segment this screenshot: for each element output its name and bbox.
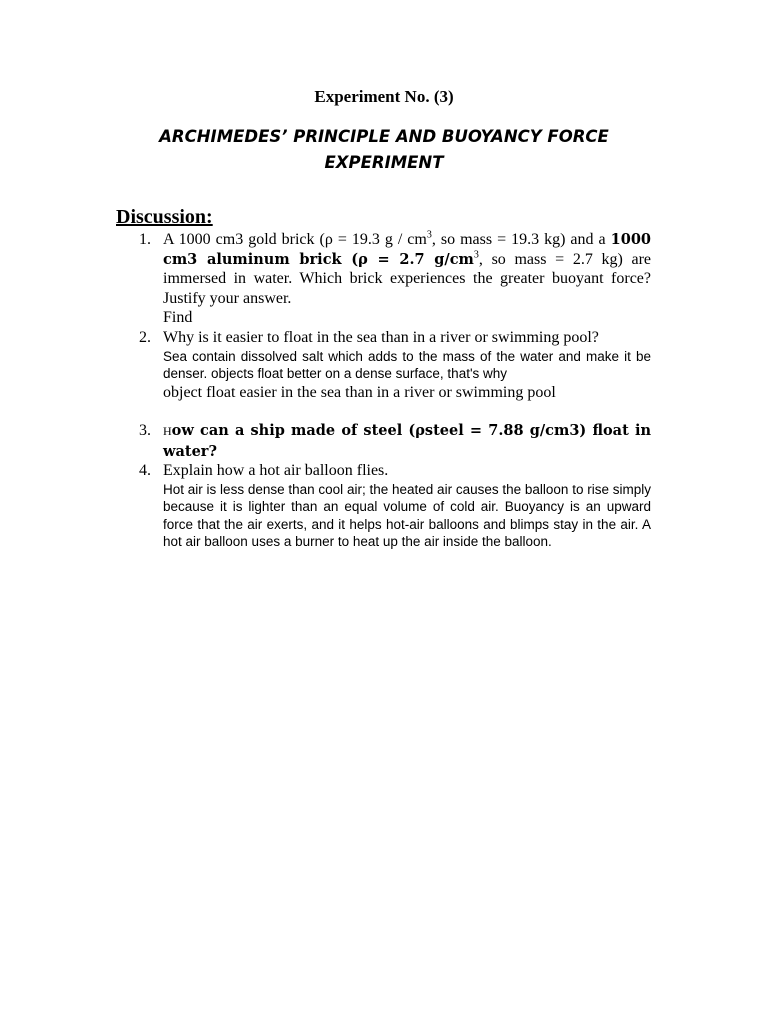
q1-sup-a: 3 — [426, 229, 432, 241]
question-2-number: 2. — [139, 329, 151, 346]
question-1-text — [163, 230, 651, 308]
q1-part-a: A 1000 cm3 gold brick (ρ = 19.3 g / cm — [163, 231, 427, 248]
question-1-answer: Find — [163, 309, 193, 326]
title-line-1: ARCHIMEDES’ PRINCIPLE AND BUOYANCY FORCE — [159, 127, 609, 146]
question-3-number: 3. — [139, 422, 151, 439]
question-3-text — [163, 421, 651, 461]
document-title — [0, 124, 768, 176]
question-2-answer-end: object float easier in the sea than in a river or swimming pool — [163, 383, 556, 401]
experiment-number: Experiment No. (3) — [314, 87, 454, 106]
q1-part-b: , so mass = 19.3 kg) and a — [431, 231, 606, 248]
question-3 — [139, 421, 651, 461]
question-4-number: 4. — [139, 462, 151, 479]
question-4-text: Explain how a hot air balloon flies. — [163, 462, 389, 479]
question-1-number: 1. — [139, 231, 151, 248]
discussion-heading: Discussion: — [116, 206, 213, 228]
q3-body: ow can a ship made of steel (ρsteel = 7.88 g/cm3) float in water? — [163, 422, 651, 460]
question-2-text: Why is it easier to float in the sea than in a river or swimming pool? — [163, 329, 599, 346]
q1-part-c: 1000 cm3 aluminum brick (ρ = 2.7 g/cm — [163, 231, 651, 268]
q1-part-d: , so mass = 2.7 kg) are immersed in water. Which brick experiences the greater buoyant force? Justify your answer. — [163, 250, 651, 307]
q3-initial: H — [163, 424, 172, 438]
question-2-answer: Sea contain dissolved salt which adds to the mass of the water and make it be denser. objects float better on a dense surface, that's why — [163, 348, 651, 381]
question-2 — [139, 328, 651, 402]
question-4 — [139, 461, 651, 551]
title-line-2: EXPERIMENT — [324, 153, 444, 172]
q1-sup-b: 3 — [473, 249, 479, 261]
question-4-answer: Hot air is less dense than cool air; the heated air causes the balloon to rise simply because it is lighter than an equal volume of cold air. Buoyancy is an upward force that the air exerts, and it helps hot-air balloons and blimps stay in the air. A hot air balloon uses a burner to heat up the air inside the balloon. — [163, 481, 651, 549]
question-1 — [139, 230, 651, 328]
